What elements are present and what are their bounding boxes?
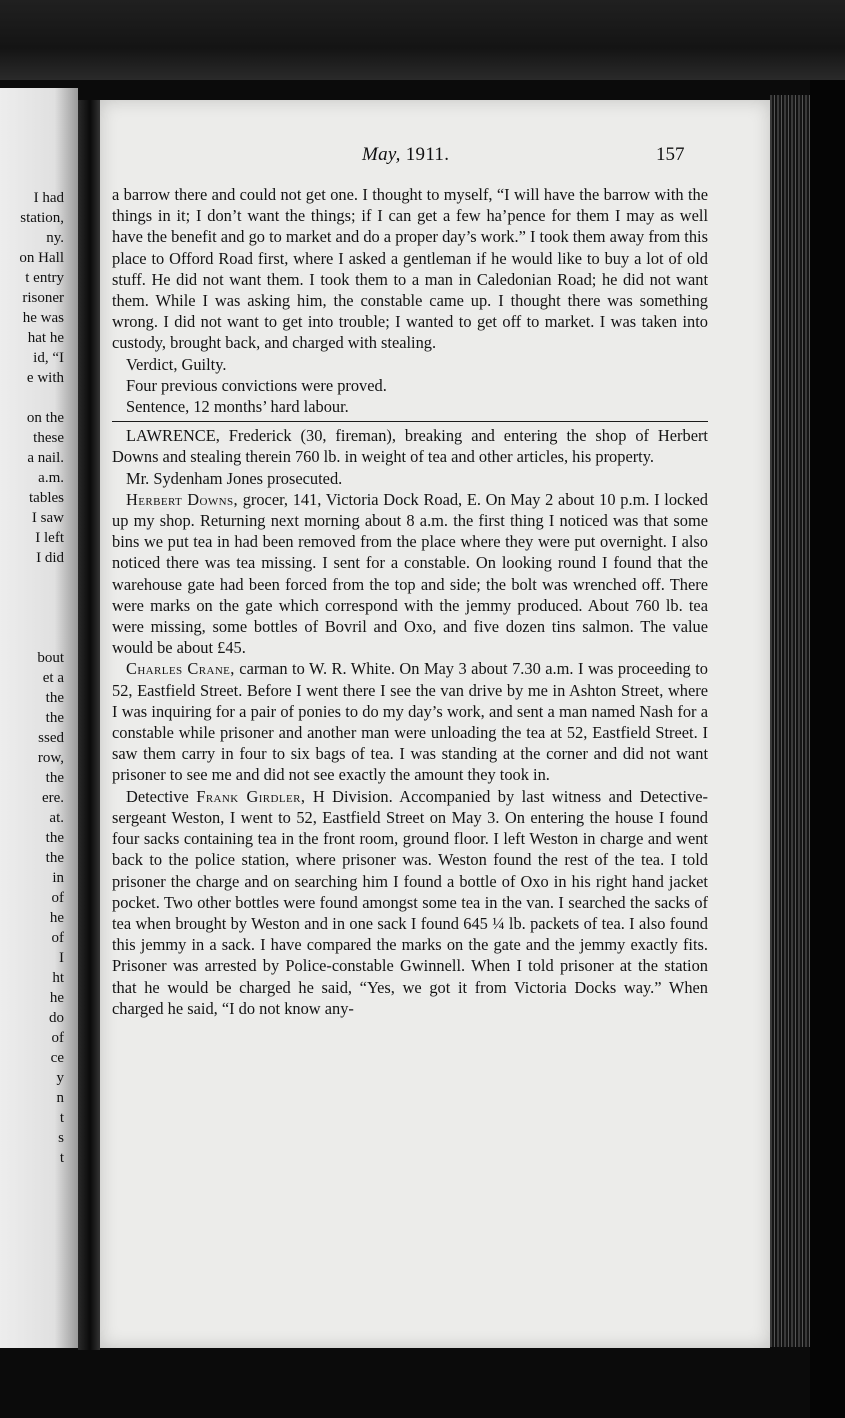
case2-heading	[112, 425, 708, 467]
left-page-fragment: of	[51, 890, 64, 906]
left-page-fragment: a.m.	[38, 470, 64, 486]
witness-crane-testimony	[112, 658, 708, 785]
left-page-fragment: t	[59, 1150, 64, 1166]
witness-downs-name: Herbert Downs,	[126, 489, 238, 509]
case-divider-rule	[112, 421, 708, 422]
left-page-fragment: the	[45, 830, 64, 846]
page-157	[100, 100, 770, 1348]
witness-girdler-name: Frank Girdler,	[196, 786, 306, 806]
case2-prosecutor: Mr. Sydenham Jones prosecuted.	[126, 468, 343, 488]
left-page-fragment: y	[56, 1070, 64, 1086]
left-page-fragment: ht	[52, 970, 64, 986]
left-page-fragment: n	[56, 1090, 64, 1106]
page-number: 157	[656, 144, 685, 165]
left-page-fragment	[19, 608, 64, 628]
left-page-fragment: he was	[22, 310, 64, 326]
witness-crane-text: carman to W. R. White. On May 3 about 7.30 a.m. I was proceeding to 52, Eastfield Street. Before I went there I see the van drive by me in Ashton Street, where I was inquiring for a pair of ponies to do my day’s work, and sent a man named Nash for a constable while prisoner and another man were unloading the tea at 52, Eastfield Street. I saw them carry in four to six bags of tea. I was standing at the corner and did not want prisoner to see me and did not see exactly the amount they took in.	[112, 659, 708, 785]
running-title	[362, 144, 449, 166]
left-page-fragment	[19, 388, 64, 408]
left-page-fragment	[19, 588, 64, 608]
left-page-fragment: on Hall	[19, 250, 64, 266]
left-page-fragment: hat he	[27, 330, 64, 346]
witness-downs-text: grocer, 141, Victoria Dock Road, E. On May 2 about 10 p.m. I locked up my shop. Returning next morning about 8 a.m. the first thing I noticed was that some bins we put tea in had been removed from the place where they were put overnight. I also noticed there was tea missing. I sent for a constable. On looking round I found that the warehouse gate had been forced from the top and side; the bolt was wrenched off. There were marks on the gate which correspond with the jemmy produced. About 760 lb. tea were missing, some bottles of Bovril and Oxo, and five dozen tins salmon. The value would be about £45.	[112, 489, 708, 658]
witness-girdler-testimony	[112, 786, 708, 1019]
left-page-fragment: row,	[37, 750, 64, 766]
left-page-fragment: id, “I	[33, 350, 64, 366]
left-page-fragment: ny.	[46, 230, 64, 246]
running-head	[100, 144, 770, 168]
left-page-fragment: station,	[20, 210, 64, 226]
running-year: 1911.	[405, 144, 450, 165]
left-page-fragment: risoner	[22, 290, 64, 306]
case1-convictions: Four previous convictions were proved.	[126, 375, 387, 395]
page-block-edge	[770, 95, 810, 1347]
left-page-text-fragments	[19, 188, 64, 1168]
left-page-fragment: ere.	[41, 790, 64, 806]
left-page-fragment: t	[59, 1110, 64, 1126]
left-page-fragment: I did	[36, 550, 64, 566]
left-page-fragment: et a	[42, 670, 64, 686]
witness-crane-name: Charles Crane,	[126, 659, 235, 679]
scan-right-background	[810, 80, 845, 1418]
left-page-fragment: t entry	[25, 270, 64, 286]
case1-sentence: Sentence, 12 months’ hard labour.	[126, 397, 349, 417]
left-page-fragment: of	[51, 1030, 64, 1046]
left-page-fragment: he	[49, 990, 64, 1006]
page-body-text	[112, 184, 708, 1019]
left-page-fragment: I had	[33, 190, 64, 206]
left-page-fragment: on the	[26, 410, 64, 426]
left-page-fragment: of	[51, 930, 64, 946]
left-page-fragment: I saw	[31, 510, 64, 526]
left-page-fragment: ssed	[38, 730, 64, 746]
witness-girdler-prefix: Detective	[126, 786, 189, 806]
left-page-fragment: bout	[37, 650, 64, 666]
scan-top-background	[0, 0, 845, 80]
left-page-fragment: e with	[26, 370, 64, 386]
left-page-fragment: do	[49, 1010, 64, 1026]
left-page-fragment: these	[33, 430, 64, 446]
case2-charge: Frederick (30, fireman), breaking and entering the shop of Herbert Downs and stealing therein 760 lb. in weight of tea and other articles, his property.	[112, 426, 708, 467]
left-page-fragment: tables	[29, 490, 64, 506]
left-facing-page	[0, 88, 78, 1348]
witness-girdler-text: H Division. Accompanied by last witness and Detective-sergeant Weston, I went to 52, Eastfield Street on May 3. On entering the house I found four sacks containing tea in the front room, ground floor. I left Weston in charge and went back to the police station, where prisoner was. Weston found the rest of the tea. I told prisoner the charge and on searching him I found a bottle of Oxo in his right hand jacket pocket. Two other bottles were found amongst some tea in the van. I searched the sacks of tea when brought by Weston and in one sack I found 645 ¼ lb. packets of tea. I also found this jemmy in a sack. I have compared the marks on the gate and the jemmy exactly fits. Prisoner was arrested by Police-constable Gwinnell. When I told prisoner at the station that he would be charged he said, “Yes, we got it from Victoria Docks way.” When charged he said, “I do not know any-	[112, 786, 708, 1018]
left-page-fragment: at.	[49, 810, 64, 826]
left-page-fragment: the	[45, 770, 64, 786]
defendant-name: LAWRENCE,	[126, 426, 220, 446]
left-page-fragment: he	[49, 910, 64, 926]
left-page-fragment: in	[52, 870, 64, 886]
left-page-fragment	[19, 628, 64, 648]
book-gutter	[78, 100, 100, 1350]
left-page-fragment: s	[58, 1130, 64, 1146]
left-page-fragment	[19, 568, 64, 588]
left-page-fragment: I left	[35, 530, 64, 546]
left-page-fragment: I	[59, 950, 64, 966]
witness-downs-testimony	[112, 489, 708, 659]
left-page-fragment: the	[45, 850, 64, 866]
left-page-fragment: the	[45, 690, 64, 706]
left-page-fragment: a nail.	[27, 450, 64, 466]
case1-verdict: Verdict, Guilty.	[126, 354, 227, 374]
case1-statement: a barrow there and could not get one. I thought to myself, “I will have the barrow with the things in it; I don’t want the things; if I can get a few ha’pence for them I may as well have the benefit and go to market and do a proper day’s work.” I took them away from this place to Offord Road first, where I asked a gentleman if he would like to buy a lot of old stuff. He did not want them. I took them to a man in Caledonian Road; he did not want them. While I was asking him, the constable came up. I thought there was something wrong. I did not want to get into trouble; I wanted to get off to market. I was taken into custody, brought back, and charged with stealing.	[112, 185, 708, 353]
left-page-fragment: ce	[50, 1050, 64, 1066]
left-page-fragment: the	[45, 710, 64, 726]
running-month: May,	[362, 144, 401, 165]
